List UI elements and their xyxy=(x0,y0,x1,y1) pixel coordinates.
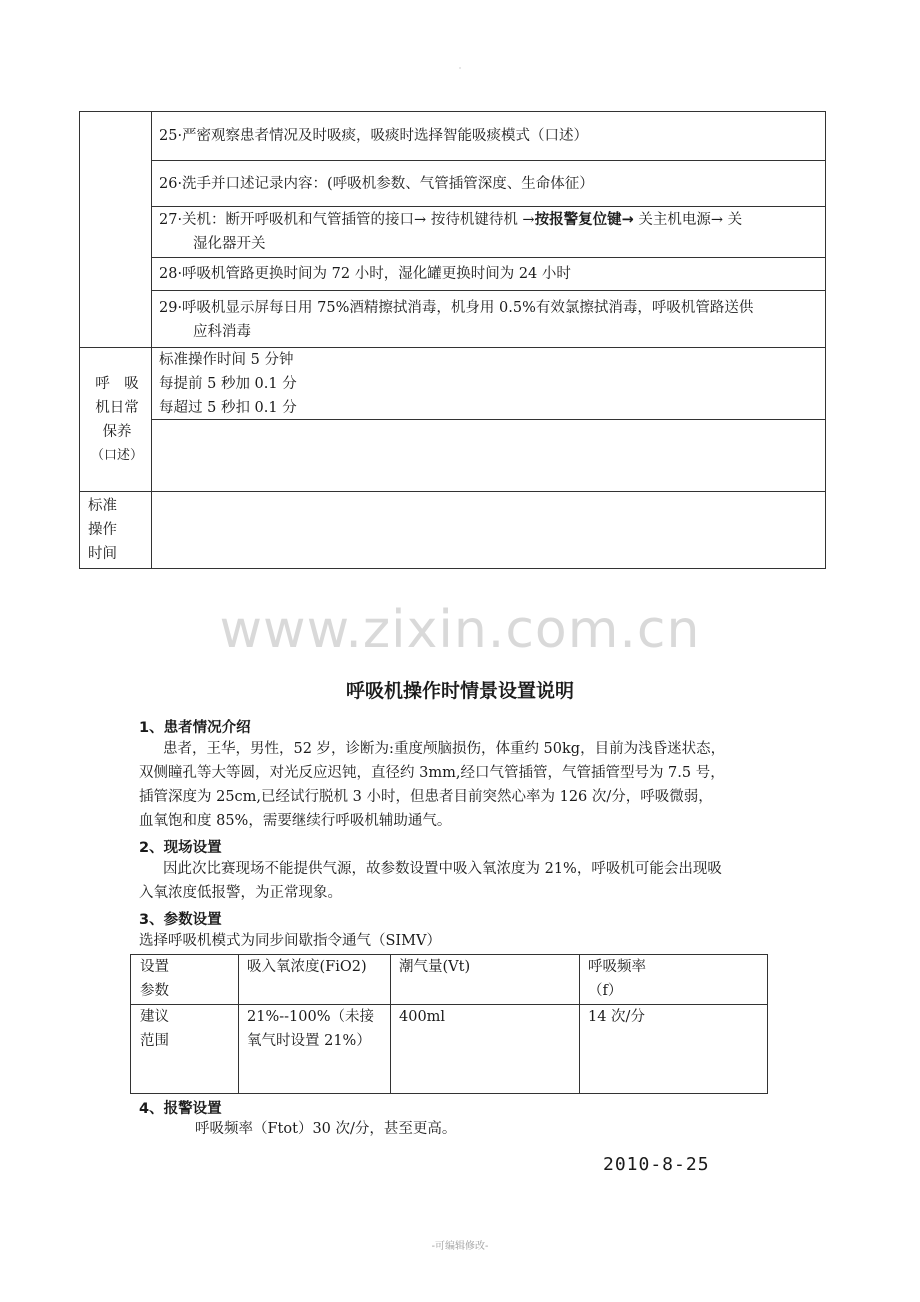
row-divider xyxy=(151,206,825,207)
section-2-heading: 2、现场设置 xyxy=(139,840,222,856)
maintenance-label: 呼 吸 机日常 保养 （口述） xyxy=(90,376,143,463)
header-rate: 呼吸频率 （f） xyxy=(588,959,646,999)
parameter-table xyxy=(130,954,768,1094)
cell-rate: 14 次/分 xyxy=(588,1009,645,1025)
standard-time-label: 标准 操作 时间 xyxy=(88,498,117,562)
column-divider xyxy=(151,112,152,568)
step-26: 26·洗手并口述记录内容：(呼吸机参数、气管插管深度、生命体征） xyxy=(159,176,594,192)
watermark: www.zixin.com.cn xyxy=(219,600,701,660)
row-divider xyxy=(151,257,825,258)
column-divider xyxy=(579,955,580,1093)
step-25: 25·严密观察患者情况及时吸痰，吸痰时选择智能吸痰模式（口述） xyxy=(159,128,589,144)
footer-note: -可编辑修改- xyxy=(431,1241,489,1252)
doc-title: 呼吸机操作时情景设置说明 xyxy=(345,680,574,702)
step-27: 27·关机：断开呼吸机和气管插管的接口→ 按待机键待机 →按报警复位键→ 关主机电源→ 关 湿化器开关 xyxy=(159,212,743,252)
column-divider xyxy=(390,955,391,1093)
top-mark: · xyxy=(458,64,462,73)
row-divider xyxy=(151,290,825,291)
header-vt: 潮气量(Vt) xyxy=(399,959,471,975)
scoring-criteria: 标准操作时间 5 分钟 每提前 5 秒加 0.1 分 每超过 5 秒扣 0.1 分 xyxy=(159,352,297,416)
section-1-body: 患者，王华，男性，52 岁，诊断为:重度颅脑损伤，体重约 50kg，目前为浅昏迷状态， 双侧瞳孔等大等圆，对光反应迟钝，直径约 3mm,经口气管插管，气管插管型号为 7.5 号， 插管深度为 25cm,已经试行脱机 3 小时，但患者目前突然心率为 126 次/分，呼吸微弱， 血氧饱和度 85%，需要继续行呼吸机辅助通气。 xyxy=(139,741,726,829)
cell-vt: 400ml xyxy=(399,1009,446,1025)
row-divider xyxy=(131,1004,767,1005)
column-divider xyxy=(238,955,239,1093)
section-4-body: 呼吸频率（Ftot）30 次/分，甚至更高。 xyxy=(195,1121,457,1137)
section-divider xyxy=(80,491,825,492)
row-divider xyxy=(151,160,825,161)
procedure-table xyxy=(79,111,826,569)
header-setting: 设置 参数 xyxy=(140,959,169,999)
section-4-heading: 4、报警设置 xyxy=(139,1101,222,1117)
header-fio2: 吸入氧浓度(FiO2) xyxy=(247,959,367,975)
step-29: 29·呼吸机显示屏每日用 75%酒精擦拭消毒，机身用 0.5%有效氯擦拭消毒，呼吸机管路送供 应科消毒 xyxy=(159,300,754,340)
section-3-intro: 选择呼吸机模式为同步间歇指令通气（SIMV） xyxy=(139,933,441,949)
cell-fio2: 21%--100%（未接 氧气时设置 21%） xyxy=(247,1009,374,1049)
step-28: 28·呼吸机管路更换时间为 72 小时，湿化罐更换时间为 24 小时 xyxy=(159,266,571,282)
section-3-heading: 3、参数设置 xyxy=(139,912,222,928)
row-label: 建议 范围 xyxy=(140,1009,169,1049)
section-2-body: 因此次比赛现场不能提供气源，故参数设置中吸入氧浓度为 21%，呼吸机可能会出现吸 入氧浓度低报警，为正常现象。 xyxy=(139,861,722,901)
doc-date: 2010-8-25 xyxy=(603,1154,710,1175)
section-1-heading: 1、患者情况介绍 xyxy=(139,720,251,736)
